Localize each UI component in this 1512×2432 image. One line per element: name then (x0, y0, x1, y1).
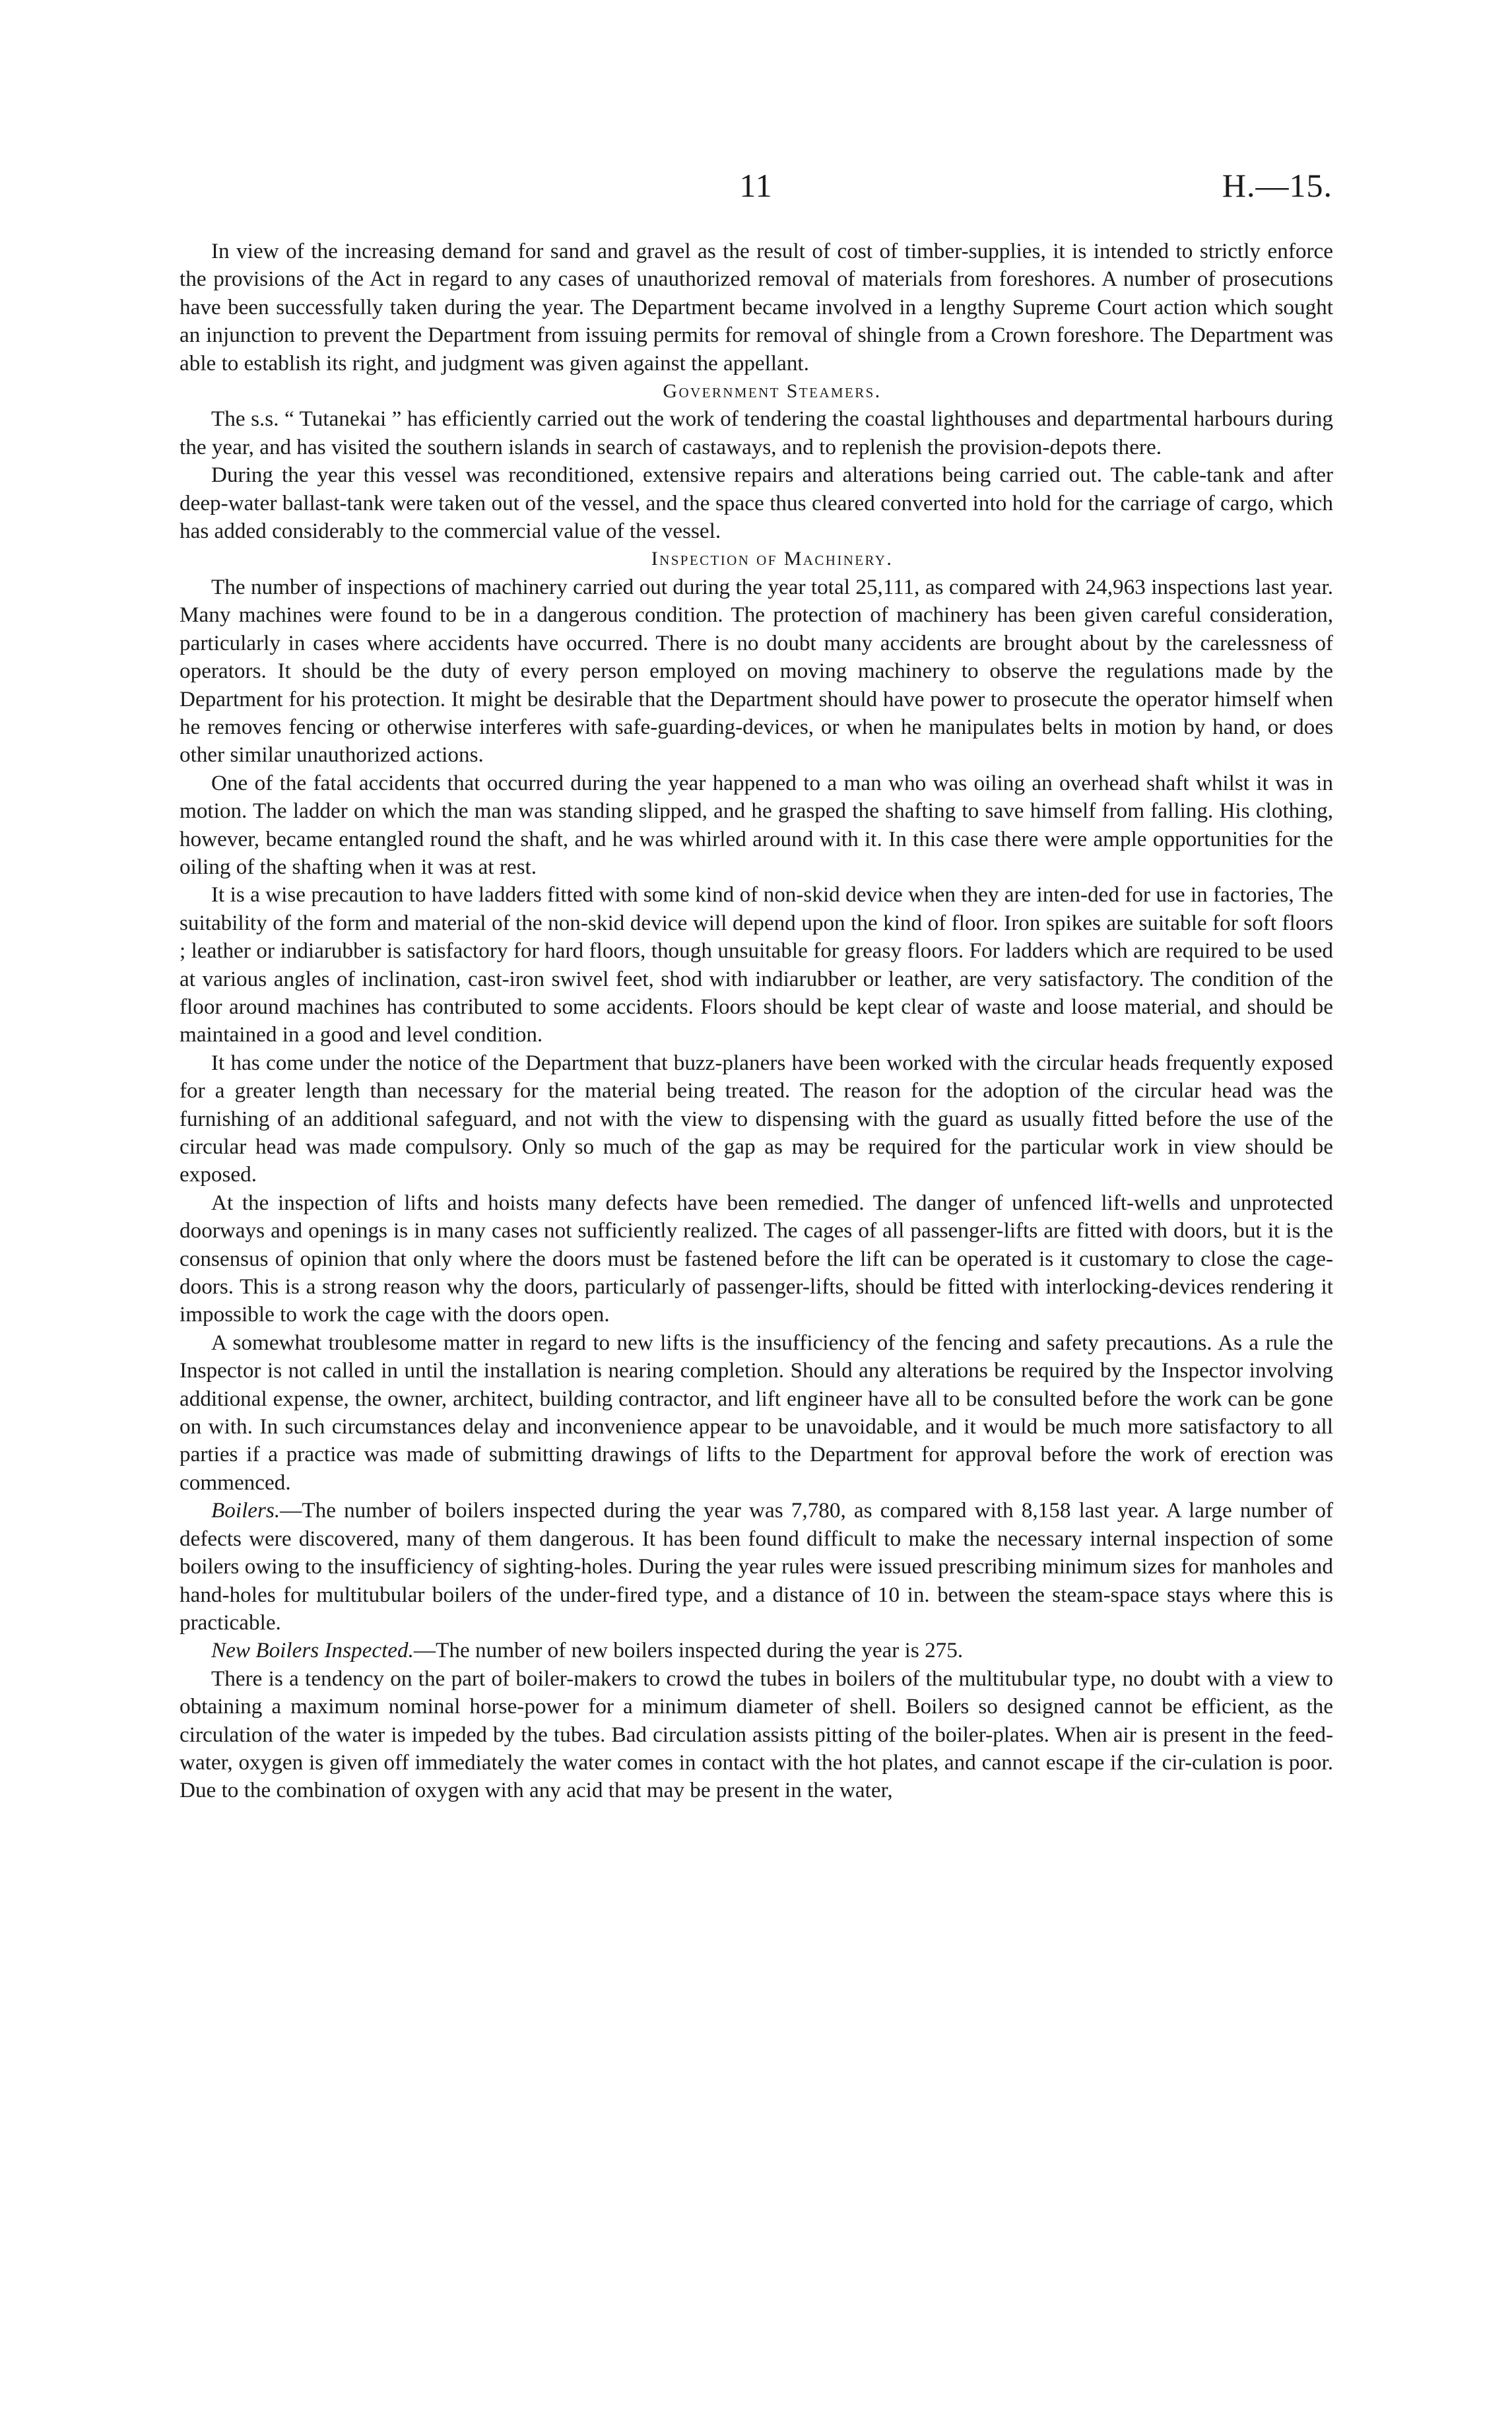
paragraph-tutanekai: The s.s. “ Tutanekai ” has efficiently carried out the work of tendering the coastal lighthouses and departmental harbours during the year, and has visited the southern islands in search of castaways, and to replenish the provision-depots there. (180, 407, 1333, 459)
paragraph-boiler-tubes: There is a tendency on the part of boiler-makers to crowd the tubes in boilers of the multitubular type, no doubt with a view to obtaining a maximum nominal horse-power for a minimum diameter of shell. Boilers so designed cannot be efficient, as the circulation of the water is impeded by the tubes. Bad circulation assists pitting of the boiler-plates. When air is present in the feed-water, oxygen is given off immediately the water comes in contact with the hot plates, and cannot escape if the cir-culation is poor. Due to the combination of oxygen with any acid that may be present in the water, (180, 1666, 1333, 1803)
new-boilers-text: —The number of new boilers inspected during the year is 275. (413, 1638, 964, 1663)
paragraph-ladders: It is a wise precaution to have ladders fitted with some kind of non-skid device when they are inten-ded for use in factories, The suitability of the form and material of the non-skid device will depend upon the kind of floor. Iron spikes are suitable for soft floors ; leather or indiarubber is satisfactory for hard floors, though unsuitable for greasy floors. For ladders which are required to be used at various angles of inclination, cast-iron swivel feet, shod with indiarubber or leather, are very satisfactory. The condition of the floor around machines has contributed to some accidents. Floors should be kept clear of waste and loose material, and should be maintained in a good and level condition. (180, 882, 1333, 1047)
paragraph-sand-gravel: In view of the increasing demand for sand and gravel as the result of cost of timber-supplies, it is intended to strictly enforce the provisions of the Act in regard to any cases of unauthorized removal of materials from foreshores. A number of prosecutions have been successfully taken during the year. The Department became involved in a lengthy Supreme Court action which sought an injunction to prevent the Department from issuing permits for removal of shingle from a Crown foreshore. The Department was able to establish its right, and judgment was given against the appellant. (180, 239, 1333, 376)
paragraph-boilers (180, 1497, 1333, 1637)
paragraph-new-lifts: A somewhat troublesome matter in regard to new lifts is the insufficiency of the fencing and safety precautions. As a rule the Inspector is not called in until the installation is nearing completion. Should any alterations be required by the Inspector involving additional expense, the owner, architect, building contractor, and lift engineer have all to be consulted before the work can be gone on with. In such circumstances delay and inconvenience appear to be unavoidable, and it would be much more satisfactory to all parties if a practice was made of submitting drawings of lifts to the Department for approval before the work of erection was commenced. (180, 1330, 1333, 1495)
paragraph-fatal-accident: One of the fatal accidents that occurred during the year happened to a man who was oiling an overhead shaft whilst it was in motion. The ladder on which the man was standing slipped, and he grasped the shafting to save himself from falling. His clothing, however, became entangled round the shaft, and he was whirled around with it. In this case there were ample opportunities for the oiling of the shafting when it was at rest. (180, 770, 1333, 879)
document-reference: H.—15. (1222, 167, 1332, 204)
paragraph-buzz-planers: It has come under the notice of the Department that buzz-planers have been worked with the circular heads frequently exposed for a greater length than necessary for the material being treated. The reason for the adoption of the circular head was the furnishing of an additional safeguard, and not with the view to dispensing with the guard as usually fitted before the use of the circular head was made compulsory. Only so much of the gap as may be required for the particular work in view should be exposed. (180, 1050, 1333, 1187)
paragraph-reconditioned: During the year this vessel was reconditioned, extensive repairs and alterations being carried out. The cable-tank and after deep-water ballast-tank were taken out of the vessel, and the space thus cleared converted into hold for the carriage of cargo, which has added considerably to the commercial value of the vessel. (180, 463, 1333, 544)
new-boilers-lead: New Boilers Inspected. (211, 1638, 414, 1663)
boilers-text: —The number of boilers inspected during the year was 7,780, as compared with 8,158 last year. A large number of defects were discovered, many of them dangerous. It has been found difficult to make the necessary internal inspection of some boilers owing to the insufficiency of sighting-holes. During the year rules were issued prescribing minimum sizes for manholes and hand-holes for multitubular boilers of the under-fired type, and a distance of 10 in. between the steam-space stays where this is practicable. (180, 1498, 1333, 1635)
body-text (180, 238, 1333, 1805)
paragraph-new-boilers (180, 1637, 1333, 1664)
paragraph-inspections-count: The number of inspections of machinery carried out during the year total 25,111, as compared with 24,963 inspections last year. Many machines were found to be in a dangerous condition. The protection of machinery has been given careful consideration, particularly in cases where accidents have occurred. There is no doubt many accidents are brought about by the carelessness of operators. It should be the duty of every person employed on moving machinery to observe the regulations made by the Department for his protection. It might be desirable that the Department should have power to prosecute the operator himself when he removes fencing or otherwise interferes with safe-guarding-devices, or when he manipulates belts in motion by hand, or does other similar unauthorized actions. (180, 574, 1333, 768)
boilers-lead: Boilers. (211, 1498, 280, 1523)
paragraph-lifts-hoists: At the inspection of lifts and hoists many defects have been remedied. The danger of unfenced lift-wells and unprotected doorways and openings is in many cases not sufficiently realized. The cages of all passenger-lifts are fitted with doors, but it is the consensus of opinion that only where the doors must be fastened before the lift can be operated is it customary to close the cage-doors. This is a strong reason why the doors, particularly of passenger-lifts, should be fitted with interlocking-devices rendering it impossible to work the cage with the doors open. (180, 1190, 1333, 1327)
section-heading-government-steamers: Government Steamers. (663, 380, 882, 403)
section-heading-inspection-machinery: Inspection of Machinery. (651, 548, 894, 570)
page-number: 11 (739, 167, 773, 204)
